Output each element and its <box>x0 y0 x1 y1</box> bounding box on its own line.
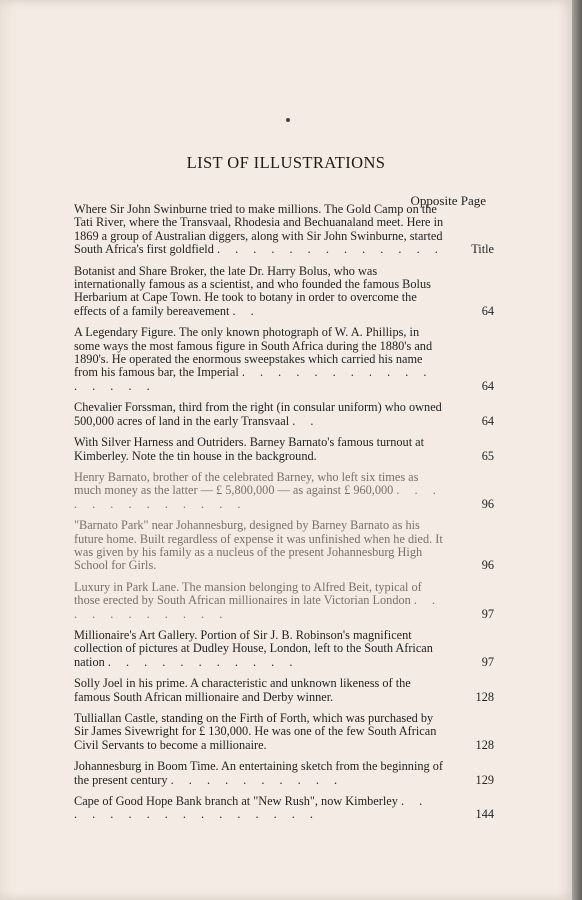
list-item <box>74 436 494 463</box>
list-item <box>74 519 494 573</box>
entry-caption: Botanist and Share Broker, the late Dr. Harry Bolus, who was internationally famous as a scientist, and who founded the famous Bolus Herbarium at Cape Town. He took to botany in order to overcome the effects of a family bereavement . . <box>74 263 431 318</box>
list-item <box>74 203 494 257</box>
entry-page-number: Title <box>471 242 494 257</box>
entry-caption: Solly Joel in his prime. A characteristic and unknown likeness of the famous South African millionaire and Derby winner. <box>74 676 411 704</box>
list-item <box>74 265 494 319</box>
list-item <box>74 629 494 669</box>
entry-page-number: 97 <box>481 654 494 669</box>
entry-page-number: 64 <box>481 378 494 393</box>
list-item <box>74 760 494 787</box>
book-spine-edge <box>572 0 582 900</box>
list-item <box>74 712 494 752</box>
ink-dot <box>286 118 290 122</box>
entry-caption: Chevalier Forssman, third from the right (in consular uniform) who owned 500,000 acres of land in the early Transvaal . . <box>74 400 442 428</box>
entry-page-number: 65 <box>481 448 494 463</box>
entry-caption: Millionaire's Art Gallery. Portion of Sir J. B. Robinson's magnificent collection of pictures at Dudley House, London, left to the South African nation . . . . . . . . . . . <box>74 627 433 669</box>
entry-caption: Luxury in Park Lane. The mansion belonging to Alfred Beit, typical of those erected by South African millionaires in late Victorian London . . . . . . . . . . . <box>74 579 442 621</box>
entry-page-number: 64 <box>481 303 494 318</box>
entry-caption: Henry Barnato, brother of the celebrated Barney, who left six times as much money as the latter — £ 5,800,000 — as against £ 960,000 . . . . . . . . . . . . . <box>74 469 442 511</box>
list-item <box>74 326 494 393</box>
entry-page-number: 96 <box>481 496 494 511</box>
entry-caption: "Barnato Park" near Johannesburg, designed by Barney Barnato as his future home. Built regardless of expense it was unfinished when he died. It was given by his family as a nucleus of the present Johannesburg High School for Girls. <box>74 518 443 573</box>
list-item <box>74 401 494 428</box>
entry-caption: Tulliallan Castle, standing on the Firth of Forth, which was purchased by Sir James Sivewright for £ 130,000. He was one of the few South African Civil Servants to become a millionaire. <box>74 711 437 752</box>
entry-page-number: 144 <box>475 807 494 822</box>
entry-caption: With Silver Harness and Outriders. Barney Barnato's famous turnout at Kimberley. Note the tin house in the background. <box>74 435 425 463</box>
list-item <box>74 581 494 621</box>
list-item <box>74 677 494 704</box>
list-item <box>74 795 494 822</box>
list-item <box>74 471 494 511</box>
entry-page-number: 128 <box>475 737 494 752</box>
entry-page-number: 129 <box>475 772 494 787</box>
illustration-list <box>74 203 494 830</box>
entry-page-number: 128 <box>475 689 494 704</box>
entry-caption: Johannesburg in Boom Time. An entertaining sketch from the beginning of the present century . . . . . . . . . . <box>74 759 443 787</box>
entry-page-number: 96 <box>481 558 494 573</box>
entry-caption: A Legendary Figure. The only known photograph of W. A. Phillips, in some ways the most famous figure in South Africa during the 1880's and 1890's. He operated the enormous sweepstakes which carried his name from his famous bar, the Imperial . . . . . . . . . . . . . . . . <box>74 325 433 393</box>
entry-caption: Cape of Good Hope Bank branch at "New Rush", now Kimberley . . . . . . . . . . . . . . . . <box>74 794 429 822</box>
page-title: LIST OF ILLUSTRATIONS <box>186 153 386 172</box>
entry-caption: Where Sir John Swinburne tried to make millions. The Gold Camp on the Tati River, where the Transvaal, Rhodesia and Bechuanaland meet. Here in 1869 a group of Australian diggers, along with Sir John Swinburne, started South Africa's first goldfield . . . . . . . . . . . . . <box>74 202 444 257</box>
entry-page-number: 97 <box>481 606 494 621</box>
entry-page-number: 64 <box>481 413 494 428</box>
opposite-page-header: Opposite Page <box>410 193 486 208</box>
